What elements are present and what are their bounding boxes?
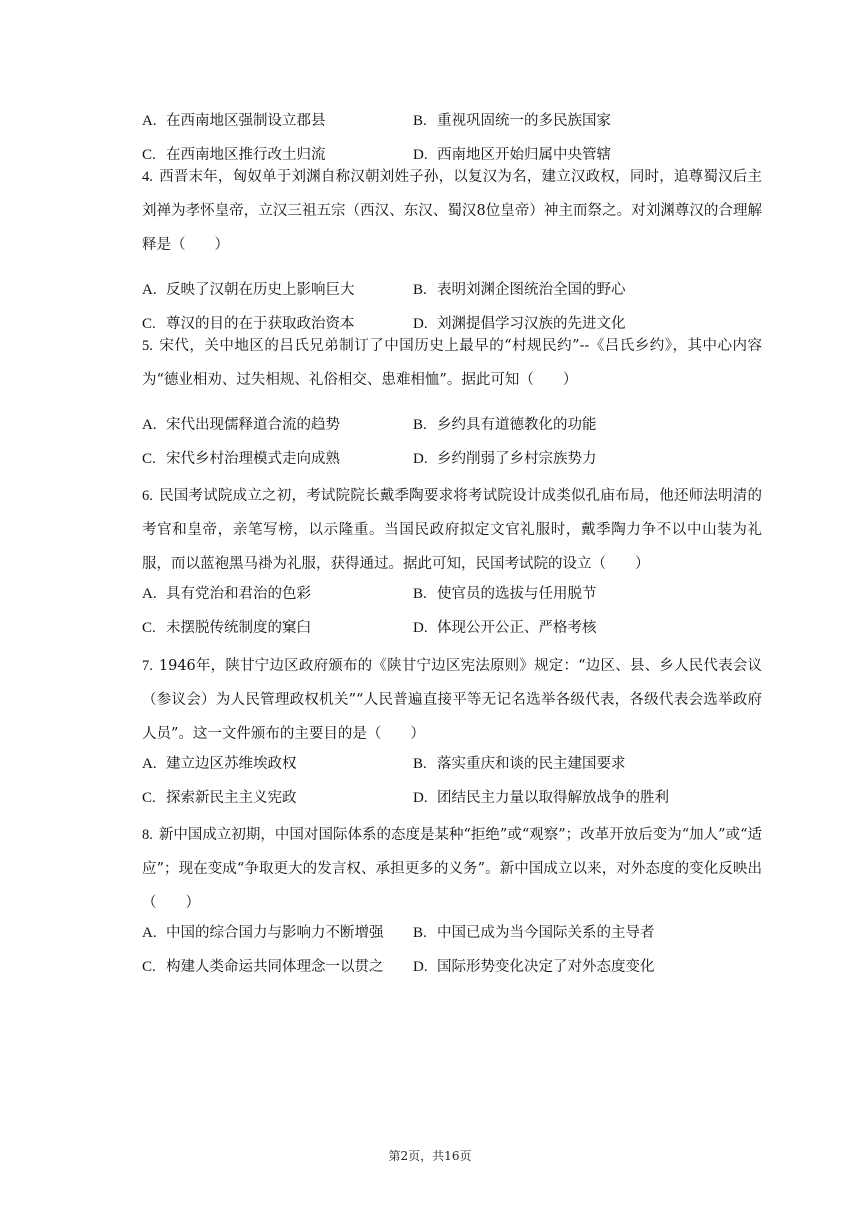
- option-b: B. 使官员的选拔与任用脱节: [413, 586, 597, 602]
- question-number: 4.: [142, 169, 153, 185]
- option-b: B. 落实重庆和谈的民主建国要求: [413, 756, 626, 772]
- option-row: [142, 413, 822, 437]
- option-a: A. 宋代出现儒释道合流的趋势: [142, 417, 340, 433]
- question-number: 5.: [142, 338, 153, 354]
- option-c: C. 在西南地区推行改土归流: [142, 147, 326, 163]
- option-row: [142, 786, 822, 810]
- option-row: [142, 447, 822, 471]
- option-row: [142, 921, 822, 945]
- option-row: [142, 752, 822, 776]
- option-row: [142, 278, 822, 302]
- option-b: B. 表明刘渊企图统治全国的野心: [413, 282, 626, 298]
- option-row: [142, 616, 822, 640]
- question-number: 6.: [142, 488, 153, 504]
- option-row: [142, 109, 822, 133]
- question-stem: 5. 宋代，关中地区的吕氏兄弟制订了中国历史上最早的“村规民约”--《吕氏乡约》，其中心内容为“德业相劝、过失相规、礼俗相交、患难相恤”。据此可知（ ）: [142, 338, 762, 388]
- option-c: C. 宋代乡村治理模式走向成熟: [142, 451, 340, 467]
- option-d: D. 西南地区开始归属中央管辖: [413, 147, 611, 163]
- option-c: C. 未摆脱传统制度的窠臼: [142, 620, 311, 636]
- question-stem: 8. 新中国成立初期，中国对国际体系的态度是某种“拒绝”或“观察”；改革开放后变为“加人”或“适应”；现在变成“争取更大的发言权、承担更多的义务”。新中国成立以来，对外态度的变化反映出（ ）: [142, 827, 762, 911]
- question-stem: 7. 1946年，陕甘宁边区政府颁布的《陕甘宁边区宪法原则》规定：“边区、县、乡人民代表会议（参议会）为人民管理政权机关”“人民普遍直接平等无记名选举各级代表，各级代表会选举政府人员”。这一文件颁布的主要目的是（ ）: [142, 658, 762, 742]
- option-d: D. 刘渊提倡学习汉族的先进文化: [413, 316, 626, 332]
- question-stem: 4. 西晋末年，匈奴单于刘渊自称汉朝刘姓子孙，以复汉为名，建立汉政权，同时，追尊蜀汉后主刘禅为孝怀皇帝，立汉三祖五宗（西汉、东汉、蜀汉8位皇帝）神主而祭之。对刘渊尊汉的合理解释是（ ）: [142, 169, 762, 253]
- page-footer: 第2页，共16页: [388, 1149, 472, 1163]
- option-b: B. 中国已成为当今国际关系的主导者: [413, 925, 655, 941]
- question-number: 8.: [142, 827, 153, 843]
- option-b: B. 乡约具有道德教化的功能: [413, 417, 597, 433]
- option-d: D. 国际形势变化决定了对外态度变化: [413, 959, 655, 975]
- option-a: A. 建立边区苏维埃政权: [142, 756, 297, 772]
- option-d: D. 乡约削弱了乡村宗族势力: [413, 451, 597, 467]
- question-stem: 6. 民国考试院成立之初，考试院院长戴季陶要求将考试院设计成类似孔庙布局，他还师法明清的考官和皇帝，亲笔写榜，以示隆重。当国民政府拟定文官礼服时，戴季陶力争不以中山装为礼服，而以蓝袍黑马褂为礼服，获得通过。据此可知，民国考试院的设立（ ）: [142, 488, 762, 572]
- option-a: A. 反映了汉朝在历史上影响巨大: [142, 282, 355, 298]
- question-number: 7.: [142, 658, 153, 674]
- option-c: C. 探索新民主主义宪政: [142, 790, 297, 806]
- option-a: A. 在西南地区强制设立郡县: [142, 113, 326, 129]
- option-row: [142, 955, 822, 979]
- option-c: C. 尊汉的目的在于获取政治资本: [142, 316, 355, 332]
- option-a: A. 中国的综合国力与影响力不断增强: [142, 925, 384, 941]
- option-b: B. 重视巩固统一的多民族国家: [413, 113, 611, 129]
- option-row: [142, 582, 822, 606]
- option-d: D. 体现公开公正、严格考核: [413, 620, 597, 636]
- option-a: A. 具有党治和君治的色彩: [142, 586, 311, 602]
- option-c: C. 构建人类命运共同体理念一以贯之: [142, 959, 384, 975]
- option-d: D. 团结民主力量以取得解放战争的胜利: [413, 790, 669, 806]
